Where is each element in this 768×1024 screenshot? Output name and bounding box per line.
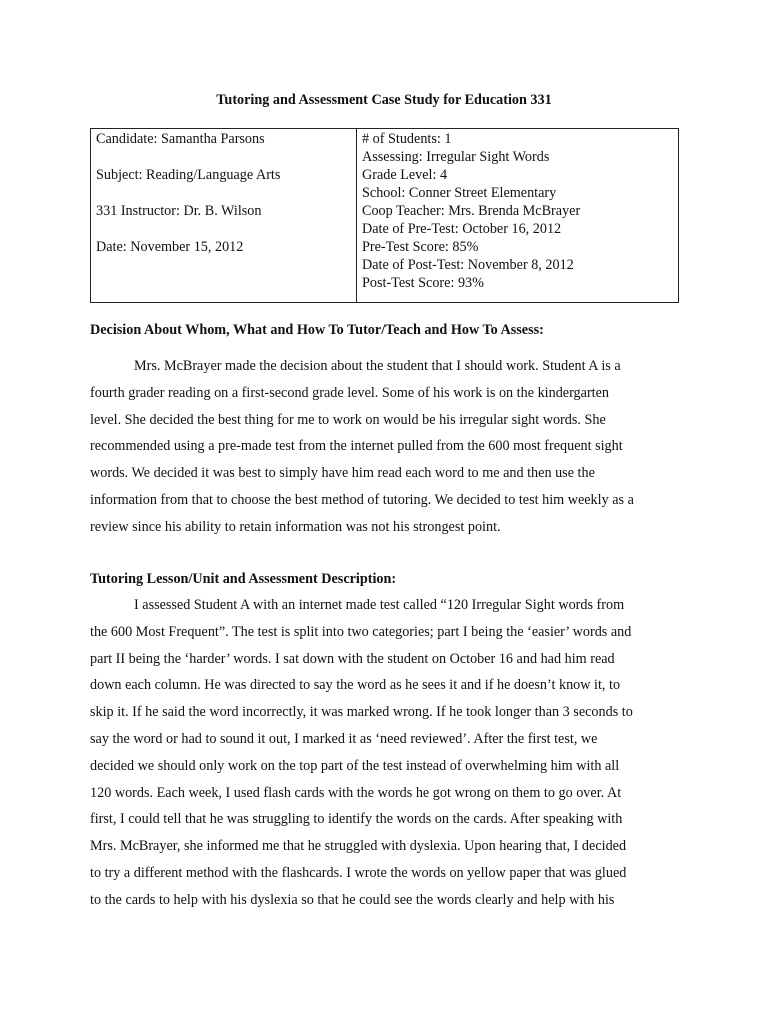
paragraph-line: review since his ability to retain information was not his strongest point. xyxy=(90,518,501,535)
paragraph-line: words. We decided it was best to simply have him read each word to me and then use the xyxy=(90,465,595,482)
paragraph-line: Mrs. McBrayer, she informed me that he struggled with dyslexia. Upon hearing that, I decided xyxy=(90,838,627,855)
post-test-score-field: Post-Test Score: 93% xyxy=(362,275,484,291)
pre-test-score-field: Pre-Test Score: 85% xyxy=(362,239,479,255)
info-table xyxy=(90,128,679,303)
subject-field: Subject: Reading/Language Arts xyxy=(96,167,281,183)
paragraph-line: say the word or had to sound it out, I marked it as ‘need reviewed’. After the first test, we xyxy=(90,730,598,747)
info-left-column xyxy=(91,129,357,302)
paragraph-line: decided we should only work on the top part of the test instead of overwhelming him with all xyxy=(90,757,620,774)
grade-level-field: Grade Level: 4 xyxy=(362,167,448,183)
pre-test-date-field: Date of Pre-Test: October 16, 2012 xyxy=(362,221,562,237)
paragraph-line: level. She decided the best thing for me to work on would be his irregular sight words. She xyxy=(90,411,606,428)
assessing-field: Assessing: Irregular Sight Words xyxy=(362,149,550,165)
paragraph-line: I assessed Student A with an internet made test called “120 Irregular Sight words from xyxy=(134,597,625,613)
paragraph-line: part II being the ‘harder’ words. I sat down with the student on October 16 and had him read xyxy=(90,650,615,667)
date-field: Date: November 15, 2012 xyxy=(96,239,244,255)
school-field: School: Conner Street Elementary xyxy=(362,185,557,201)
paragraph-line: the 600 Most Frequent”. The test is split into two categories; part I being the ‘easier’ words and xyxy=(90,623,632,640)
paragraph-line: down each column. He was directed to say the word as he sees it and if he doesn’t know it, to xyxy=(90,677,621,694)
post-test-date-field: Date of Post-Test: November 8, 2012 xyxy=(362,257,574,273)
paragraph-line: to try a different method with the flashcards. I wrote the words on yellow paper that was glued xyxy=(90,864,627,881)
tutoring-paragraph xyxy=(90,592,690,914)
decision-paragraph xyxy=(90,353,690,541)
paragraph-line: information from that to choose the best method of tutoring. We decided to test him weekly as a xyxy=(90,491,634,508)
paragraph-line: to the cards to help with his dyslexia so that he could see the words clearly and help with his xyxy=(90,891,615,908)
candidate-field: Candidate: Samantha Parsons xyxy=(96,131,265,147)
instructor-field: 331 Instructor: Dr. B. Wilson xyxy=(96,203,262,219)
paragraph-line: skip it. If he said the word incorrectly, it was marked wrong. If he took longer than 3 seconds to xyxy=(90,704,633,721)
section-heading-tutoring: Tutoring Lesson/Unit and Assessment Description: xyxy=(90,571,397,587)
paragraph-line: fourth grader reading on a first-second grade level. Some of his work is on the kindergarten xyxy=(90,384,610,401)
paragraph-line: first, I could tell that he was struggling to identify the words on the cards. After speaking with xyxy=(90,811,623,828)
paragraph-line: 120 words. Each week, I used flash cards with the words he got wrong on them to go over. At xyxy=(90,784,622,801)
info-right-column xyxy=(357,129,678,302)
students-field: # of Students: 1 xyxy=(362,131,452,147)
coop-teacher-field: Coop Teacher: Mrs. Brenda McBrayer xyxy=(362,203,581,219)
paragraph-line: Mrs. McBrayer made the decision about the student that I should work. Student A is a xyxy=(134,358,621,374)
paragraph-line: recommended using a pre-made test from the internet pulled from the 600 most frequent sight xyxy=(90,438,623,455)
document-title: Tutoring and Assessment Case Study for Education 331 xyxy=(216,92,552,108)
section-heading-decision: Decision About Whom, What and How To Tutor/Teach and How To Assess: xyxy=(90,322,544,338)
